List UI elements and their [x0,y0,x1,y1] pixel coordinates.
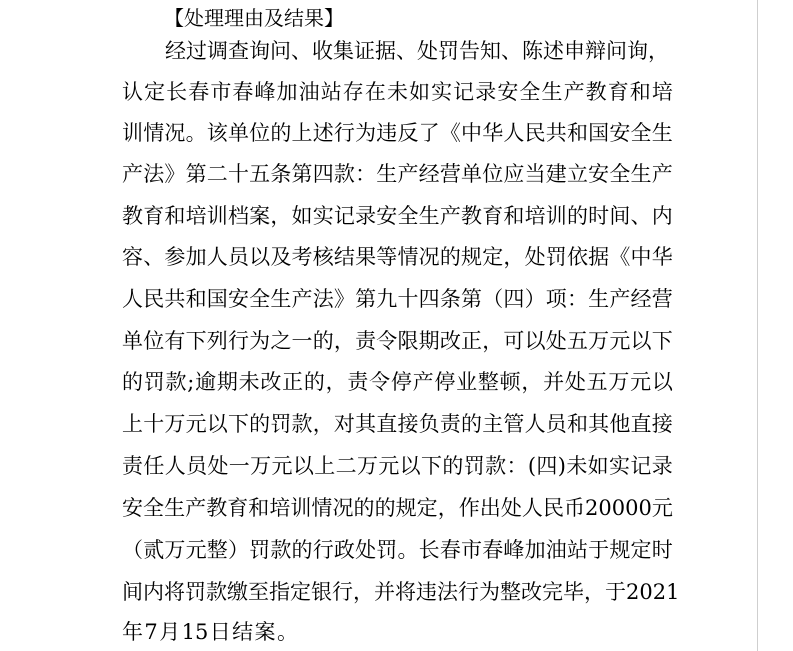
paragraph-line: 教 育 和 培 训 档 案 ， 如 实 记 录 安 全 生 产 教 育 和 培 训 的 时 间 、 内 [122,204,673,228]
paragraph-line: 间 内 将 罚 款 缴 至 指 定 银 行 ， 并 将 违 法 行 为 整 改 完 毕 ， 于 2021 [122,580,680,604]
paragraph-line: 容 、 参 加 人 员 以 及 考 核 结 果 等 情 况 的 规 定 ， 处 罚 依 据 《 中 华 [122,245,673,269]
paragraph-line: 上 十 万 元 以 下 的 罚 款 ， 对 其 直 接 负 责 的 主 管 人 员 和 其 他 直 接 [122,412,673,436]
paragraph-line-last: 年 7 月 15 日 结 案 。 [122,620,298,644]
paragraph-line: （ 贰 万 元 整 ） 罚 款 的 行 政 处 罚 。 长 春 市 春 峰 加 油 站 于 规 定 时 [122,538,673,562]
page-right-edge [757,0,758,651]
paragraph-line: 经 过 调 查 询 问 、 收 集 证 据 、 处 罚 告 知 、 陈 述 申 辩 问 询 ， [165,39,669,63]
paragraph-line: 单 位 有 下 列 行 为 之 一 的 ， 责 令 限 期 改 正 ， 可 以 处 五 万 元 以 下 [122,329,673,353]
paragraph-line: 训 情 况 。 该 单 位 的 上 述 行 为 违 反 了 《 中 华 人 民 共 和 国 安 全 生 [122,121,673,145]
paragraph-line: 安 全 生 产 教 育 和 培 训 情 况 的 的 规 定 ， 作 出 处 人 民 币 20000 元 [122,496,673,520]
paragraph-line: 产 法 》 第 二 十 五 条 第 四 款 ： 生 产 经 营 单 位 应 当 建 立 安 全 生 产 [122,162,673,186]
paragraph-line: 的 罚 款 ; 逾 期 未 改 正 的 ， 责 令 停 产 停 业 整 顿 ， 并 处 五 万 元 以 [122,370,673,394]
paragraph-line: 责 任 人 员 处 一 万 元 以 上 二 万 元 以 下 的 罚 款 ： ( 四 ) 未 如 实 记 录 [122,454,673,478]
paragraph-line: 认 定 长 春 市 春 峰 加 油 站 存 在 未 如 实 记 录 安 全 生 产 教 育 和 培 [122,80,673,104]
section-heading: 【处理理由及结果】 [164,6,344,30]
paragraph-line: 人 民 共 和 国 安 全 生 产 法 》 第 九 十 四 条 第 （ 四 ） 项 ： 生 产 经 营 [122,287,673,311]
